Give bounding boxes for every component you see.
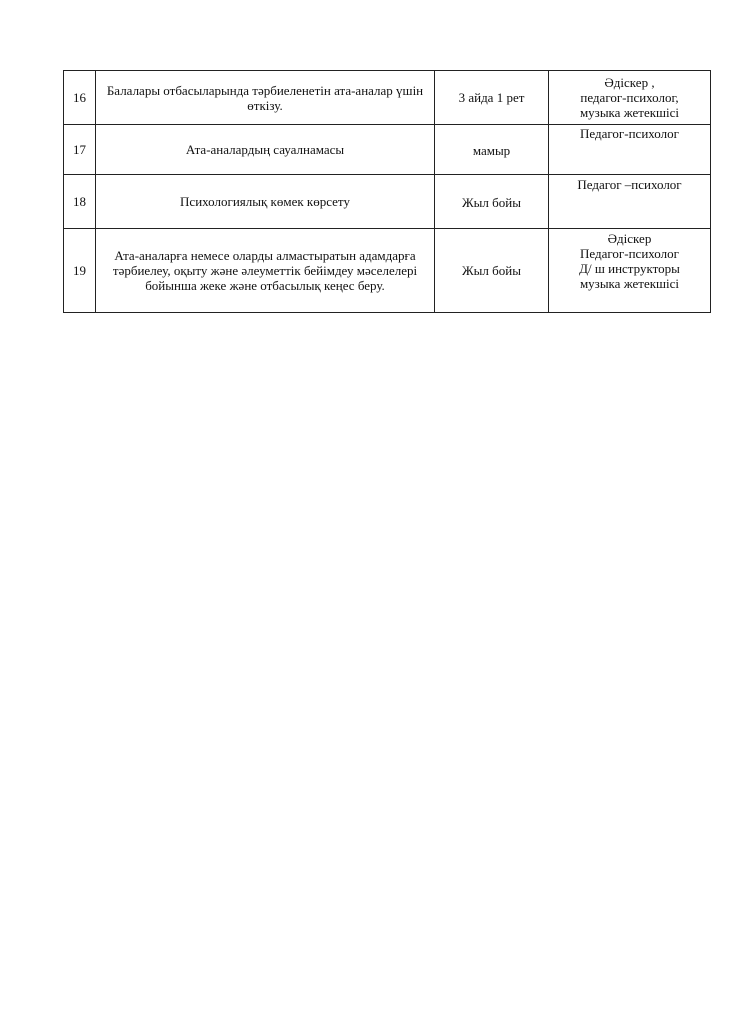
event-cell: Балалары отбасыларында тәрбиеленетін ата-аналар үшін өткізу. <box>96 71 435 125</box>
term-cell: 3 айда 1 рет <box>435 71 549 125</box>
responsible-line: Педагог-психолог <box>580 126 679 141</box>
event-cell: Ата-аналардың сауалнамасы <box>96 125 435 175</box>
responsible-line: педагог-психолог, <box>580 90 679 105</box>
row-number: 18 <box>64 175 96 229</box>
parent-work-plan-table <box>63 70 711 313</box>
table-row <box>64 71 711 125</box>
term-cell: мамыр <box>435 125 549 175</box>
responsible-line: Д/ ш инструкторы <box>579 261 680 276</box>
event-cell: Ата-аналарға немесе оларды алмастыратын адамдарға тәрбиелеу, оқыту және әлеуметтік бейімдеу мәселелері бойынша жеке және отбасылық кеңес беру. <box>96 229 435 313</box>
responsible-line: Педагог-психолог <box>580 246 679 261</box>
term-cell: Жыл бойы <box>435 175 549 229</box>
responsible-line: музыка жетекшісі <box>579 105 680 120</box>
row-number: 17 <box>64 125 96 175</box>
table-row <box>64 125 711 175</box>
responsible-line: Әдіскер <box>607 231 652 246</box>
table-row <box>64 175 711 229</box>
responsible-cell <box>549 71 711 125</box>
responsible-cell <box>549 125 711 175</box>
row-number: 16 <box>64 71 96 125</box>
table-row <box>64 229 711 313</box>
responsible-cell <box>549 229 711 313</box>
event-cell: Психологиялық көмек көрсету <box>96 175 435 229</box>
term-cell: Жыл бойы <box>435 229 549 313</box>
row-number: 19 <box>64 229 96 313</box>
responsible-line: Әдіскер , <box>604 75 655 90</box>
responsible-line: музыка жетекшісі <box>579 276 680 291</box>
responsible-line: Педагог –психолог <box>577 177 682 192</box>
responsible-cell <box>549 175 711 229</box>
